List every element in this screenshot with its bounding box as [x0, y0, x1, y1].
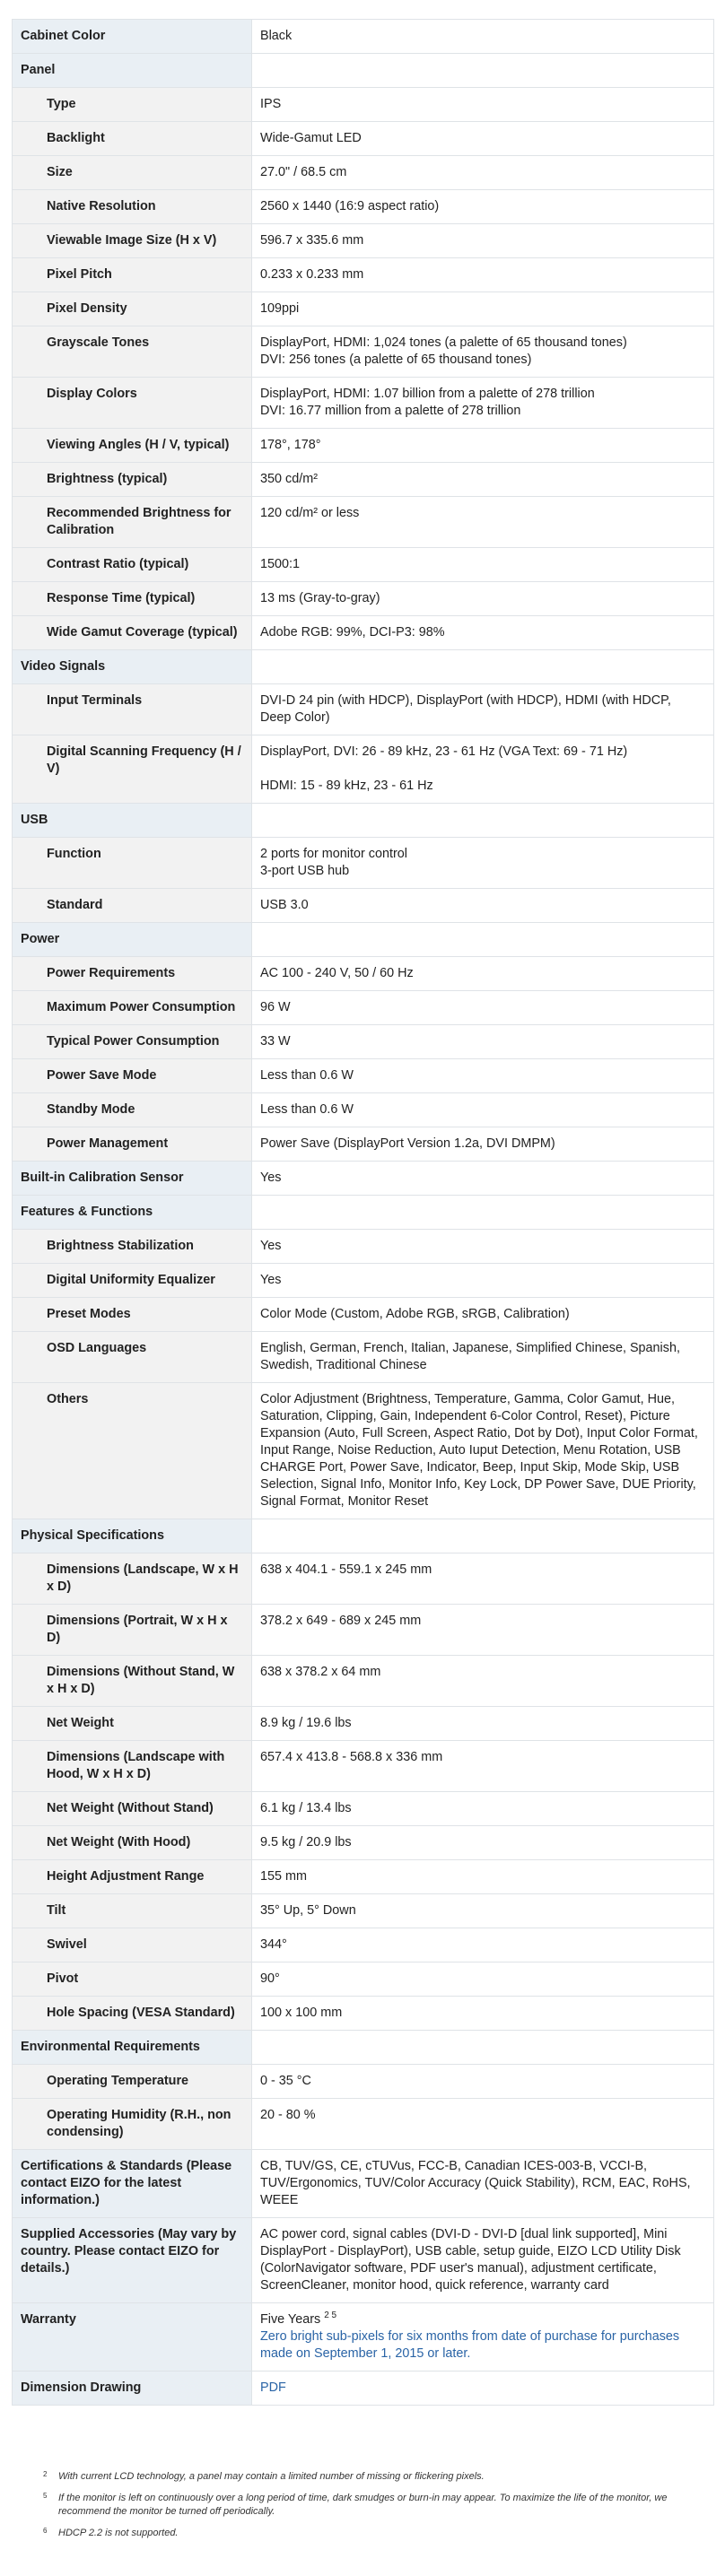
value-line: 657.4 x 413.8 - 568.8 x 336 mm	[260, 1750, 443, 1764]
value-line: 378.2 x 649 - 689 x 245 mm	[260, 1614, 422, 1628]
section-header-power	[13, 923, 714, 957]
row-label-pixel-density: Pixel Density	[13, 292, 252, 326]
row-label-cabinet-color: Cabinet Color	[13, 20, 252, 54]
row-value-type	[252, 88, 714, 122]
row-value-standby-mode	[252, 1093, 714, 1127]
row-label-standby-mode: Standby Mode	[13, 1093, 252, 1127]
value-line: 6.1 kg / 13.4 lbs	[260, 1801, 352, 1815]
row-value-height-adjustment-range	[252, 1860, 714, 1894]
row-label-wide-gamut-coverage-typical: Wide Gamut Coverage (typical)	[13, 616, 252, 650]
footnote-2	[43, 2470, 707, 2484]
value-line: 8.9 kg / 19.6 lbs	[260, 1716, 352, 1730]
spec-row-osd-languages	[13, 1332, 714, 1383]
row-label-net-weight: Net Weight	[13, 1707, 252, 1741]
row-label-brightness-typical: Brightness (typical)	[13, 463, 252, 497]
dimension-drawing-pdf-link[interactable]: PDF	[260, 2380, 286, 2395]
row-label-osd-languages: OSD Languages	[13, 1332, 252, 1383]
row-label-usb: USB	[13, 804, 252, 838]
row-label-function: Function	[13, 838, 252, 889]
row-label-dimensions-landscape-w-x-h-x-d: Dimensions (Landscape, W x H x D)	[13, 1553, 252, 1605]
spec-row-pivot	[13, 1962, 714, 1997]
value-line: DVI: 16.77 million from a palette of 278 trillion	[260, 404, 521, 418]
row-value-features-functions	[252, 1196, 714, 1230]
value-line: Black	[260, 29, 293, 43]
row-value-dimensions-without-stand-w-x-h-x-d	[252, 1656, 714, 1707]
row-value-viewable-image-size-h-x-v	[252, 224, 714, 258]
spec-row-pixel-pitch	[13, 258, 714, 292]
row-value-dimensions-landscape-w-x-h-x-d	[252, 1553, 714, 1605]
row-value-supplied-accessories-may-vary-by-country-please-contact-eizo-for-details	[252, 2218, 714, 2303]
row-value-size	[252, 156, 714, 190]
value-line: 638 x 378.2 x 64 mm	[260, 1665, 381, 1679]
row-value-backlight	[252, 122, 714, 156]
row-label-environmental-requirements: Environmental Requirements	[13, 2031, 252, 2065]
footnote-mark: 2	[43, 2470, 48, 2478]
spec-row-response-time-typical	[13, 582, 714, 616]
value-line: 27.0" / 68.5 cm	[260, 165, 347, 179]
value-line: 2 ports for monitor control	[260, 847, 407, 861]
footnote-text: HDCP 2.2 is not supported.	[58, 2528, 179, 2538]
spec-row-digital-uniformity-equalizer	[13, 1264, 714, 1298]
value-line: Yes	[260, 1171, 282, 1185]
spec-row-power-save-mode	[13, 1059, 714, 1093]
spec-row-operating-temperature	[13, 2065, 714, 2099]
row-value-net-weight	[252, 1707, 714, 1741]
row-value-others	[252, 1383, 714, 1519]
row-value-pixel-density	[252, 292, 714, 326]
spec-row-tilt	[13, 1894, 714, 1928]
row-label-backlight: Backlight	[13, 122, 252, 156]
spec-row-net-weight-without-stand	[13, 1792, 714, 1826]
spec-row-pixel-density	[13, 292, 714, 326]
value-line: DVI-D 24 pin (with HDCP), DisplayPort (with HDCP), HDMI (with HDCP, Deep Color)	[260, 693, 671, 725]
specifications-table	[12, 19, 714, 2406]
row-label-brightness-stabilization: Brightness Stabilization	[13, 1230, 252, 1264]
row-label-physical-specifications: Physical Specifications	[13, 1519, 252, 1553]
row-value-native-resolution	[252, 190, 714, 224]
row-label-preset-modes: Preset Modes	[13, 1298, 252, 1332]
warranty-footnote-marks: 2 5	[324, 2311, 337, 2321]
row-label-built-in-calibration-sensor: Built-in Calibration Sensor	[13, 1162, 252, 1196]
spec-row-maximum-power-consumption	[13, 991, 714, 1025]
value-line: 638 x 404.1 - 559.1 x 245 mm	[260, 1562, 432, 1577]
row-label-operating-humidity-r-h-non-condensing: Operating Humidity (R.H., non condensing)	[13, 2099, 252, 2150]
value-line: USB 3.0	[260, 898, 309, 912]
row-value-panel	[252, 54, 714, 88]
row-label-video-signals: Video Signals	[13, 650, 252, 684]
row-value-viewing-angles-h-v-typical	[252, 429, 714, 463]
dimension-drawing-row	[13, 2371, 714, 2406]
spec-row-display-colors	[13, 378, 714, 429]
value-line: 96 W	[260, 1000, 291, 1014]
row-value-grayscale-tones	[252, 326, 714, 378]
value-line: 344°	[260, 1937, 287, 1952]
row-value-osd-languages	[252, 1332, 714, 1383]
row-value-net-weight-without-stand	[252, 1792, 714, 1826]
spec-row-grayscale-tones	[13, 326, 714, 378]
row-label-swivel: Swivel	[13, 1928, 252, 1962]
row-value-dimensions-landscape-with-hood-w-x-h-x-d	[252, 1741, 714, 1792]
row-value-environmental-requirements	[252, 2031, 714, 2065]
value-line: Color Adjustment (Brightness, Temperature, Gamma, Color Gamut, Hue, Saturation, Clipping, Gain, Independent 6-Color Control, Reset), Picture Expansion (Auto, Full Screen, Aspect Ratio, Dot by Dot), Input Color Format, Input Range, Noise Reduction, Auto Iuput Detection, Menu Rotation, USB CHARGE Port, Power Save, Indicator, Beep, Input Skip, Mode Skip, USB Selection, Signal Info, Monitor Info, Key Lock, DP Power Save, DUE Priority, Signal Format, Monitor Reset	[260, 1392, 698, 1509]
spec-row-standard	[13, 889, 714, 923]
value-line: Yes	[260, 1239, 282, 1253]
row-label-pivot: Pivot	[13, 1962, 252, 1997]
value-line: 33 W	[260, 1034, 291, 1049]
row-label-operating-temperature: Operating Temperature	[13, 2065, 252, 2099]
row-value-dimensions-portrait-w-x-h-x-d	[252, 1605, 714, 1656]
row-value-net-weight-with-hood	[252, 1826, 714, 1860]
row-label-warranty: Warranty	[13, 2303, 252, 2371]
row-value-power	[252, 923, 714, 957]
row-value-physical-specifications	[252, 1519, 714, 1553]
section-header-panel	[13, 54, 714, 88]
value-line: AC power cord, signal cables (DVI-D - DVI-D [dual link supported], Mini DisplayPort - DisplayPort), USB cable, setup guide, EIZO LCD Utility Disk (ColorNavigator software, PDF user's manual), adjustment certificate, ScreenCleaner, monitor hood, quick reference, warranty card	[260, 2227, 681, 2293]
row-value-video-signals	[252, 650, 714, 684]
value-line: DisplayPort, DVI: 26 - 89 kHz, 23 - 61 Hz (VGA Text: 69 - 71 Hz)	[260, 744, 628, 759]
row-value-swivel	[252, 1928, 714, 1962]
spec-row-hole-spacing-vesa-standard	[13, 1997, 714, 2031]
row-label-type: Type	[13, 88, 252, 122]
row-label-power-management: Power Management	[13, 1127, 252, 1162]
spec-row-brightness-typical	[13, 463, 714, 497]
row-label-power: Power	[13, 923, 252, 957]
row-value-operating-humidity-r-h-non-condensing	[252, 2099, 714, 2150]
row-value-contrast-ratio-typical	[252, 548, 714, 582]
row-label-response-time-typical: Response Time (typical)	[13, 582, 252, 616]
section-header-usb	[13, 804, 714, 838]
value-line: 0.233 x 0.233 mm	[260, 267, 364, 282]
spec-row-power-requirements	[13, 957, 714, 991]
row-label-recommended-brightness-for-calibration: Recommended Brightness for Calibration	[13, 497, 252, 548]
section-header-environmental-requirements	[13, 2031, 714, 2065]
footnote-mark: 5	[43, 2492, 48, 2500]
spec-row-cabinet-color	[13, 20, 714, 54]
footnote-text: With current LCD technology, a panel may contain a limited number of missing or flickering pixels.	[58, 2471, 485, 2482]
row-label-viewing-angles-h-v-typical: Viewing Angles (H / V, typical)	[13, 429, 252, 463]
footnote-text: If the monitor is left on continuously over a long period of time, dark smudges or burn-in may appear. To maximize the life of the monitor, we recommend the monitor be turned off periodically.	[58, 2493, 668, 2517]
spec-row-preset-modes	[13, 1298, 714, 1332]
value-line: 109ppi	[260, 301, 300, 316]
row-value-power-management	[252, 1127, 714, 1162]
specifications-table-body	[13, 20, 714, 2406]
spec-row-swivel	[13, 1928, 714, 1962]
value-line: CB, TUV/GS, CE, cTUVus, FCC-B, Canadian ICES-003-B, VCCI-B, TUV/Ergonomics, TUV/Color Accuracy (Quick Stability), RCM, EAC, RoHS, WEEE	[260, 2159, 691, 2207]
spec-row-size	[13, 156, 714, 190]
warranty-years-line	[260, 2311, 705, 2328]
value-line: 35° Up, 5° Down	[260, 1903, 356, 1918]
value-line: 90°	[260, 1971, 280, 1986]
value-line: Color Mode (Custom, Adobe RGB, sRGB, Calibration)	[260, 1307, 570, 1321]
row-label-input-terminals: Input Terminals	[13, 684, 252, 735]
row-label-tilt: Tilt	[13, 1894, 252, 1928]
spec-row-net-weight	[13, 1707, 714, 1741]
spec-row-standby-mode	[13, 1093, 714, 1127]
row-label-others: Others	[13, 1383, 252, 1519]
row-value-usb	[252, 804, 714, 838]
row-label-size: Size	[13, 156, 252, 190]
value-line: 20 - 80 %	[260, 2108, 316, 2122]
row-label-contrast-ratio-typical: Contrast Ratio (typical)	[13, 548, 252, 582]
section-header-features-functions	[13, 1196, 714, 1230]
row-label-grayscale-tones: Grayscale Tones	[13, 326, 252, 378]
row-value-pivot	[252, 1962, 714, 1997]
row-label-height-adjustment-range: Height Adjustment Range	[13, 1860, 252, 1894]
footnote-6	[43, 2527, 707, 2540]
row-value-response-time-typical	[252, 582, 714, 616]
value-line: IPS	[260, 97, 282, 111]
spec-row-viewable-image-size-h-x-v	[13, 224, 714, 258]
zero-bright-subpixels-link[interactable]: Zero bright sub-pixels for six months from date of purchase for purchases made on September 1, 2015 or later.	[260, 2329, 680, 2361]
value-line: 100 x 100 mm	[260, 2006, 343, 2020]
spec-row-brightness-stabilization	[13, 1230, 714, 1264]
spec-row-function	[13, 838, 714, 889]
row-value-certifications-standards-please-contact-eizo-for-the-latest-information	[252, 2150, 714, 2218]
value-line: DisplayPort, HDMI: 1.07 billion from a palette of 278 trillion	[260, 387, 595, 401]
spec-row-type	[13, 88, 714, 122]
row-value-dimension-drawing	[252, 2371, 714, 2406]
row-value-power-save-mode	[252, 1059, 714, 1093]
row-label-dimensions-portrait-w-x-h-x-d: Dimensions (Portrait, W x H x D)	[13, 1605, 252, 1656]
row-value-brightness-stabilization	[252, 1230, 714, 1264]
warranty-row	[13, 2303, 714, 2371]
row-label-power-save-mode: Power Save Mode	[13, 1059, 252, 1093]
row-value-function	[252, 838, 714, 889]
section-header-physical-specifications	[13, 1519, 714, 1553]
row-value-digital-uniformity-equalizer	[252, 1264, 714, 1298]
row-label-features-functions: Features & Functions	[13, 1196, 252, 1230]
value-line: 1500:1	[260, 557, 301, 571]
spec-row-supplied-accessories-may-vary-by-country-please-contact-eizo-for-details	[13, 2218, 714, 2303]
spec-row-input-terminals	[13, 684, 714, 735]
row-value-input-terminals	[252, 684, 714, 735]
row-value-cabinet-color	[252, 20, 714, 54]
row-label-net-weight-with-hood: Net Weight (With Hood)	[13, 1826, 252, 1860]
value-line: HDMI: 15 - 89 kHz, 23 - 61 Hz	[260, 779, 433, 793]
value-line: 13 ms (Gray-to-gray)	[260, 591, 380, 605]
row-value-built-in-calibration-sensor	[252, 1162, 714, 1196]
row-value-hole-spacing-vesa-standard	[252, 1997, 714, 2031]
value-line: 178°, 178°	[260, 438, 321, 452]
value-line: Wide-Gamut LED	[260, 131, 362, 145]
value-line: English, German, French, Italian, Japanese, Simplified Chinese, Spanish, Swedish, Traditional Chinese	[260, 1341, 680, 1372]
value-line: Adobe RGB: 99%, DCI-P3: 98%	[260, 625, 445, 640]
spec-row-viewing-angles-h-v-typical	[13, 429, 714, 463]
value-line: 596.7 x 335.6 mm	[260, 233, 364, 248]
row-label-digital-uniformity-equalizer: Digital Uniformity Equalizer	[13, 1264, 252, 1298]
value-line: DVI: 256 tones (a palette of 65 thousand tones)	[260, 352, 532, 367]
row-value-standard	[252, 889, 714, 923]
value-line: 9.5 kg / 20.9 lbs	[260, 1835, 352, 1849]
row-label-supplied-accessories-may-vary-by-country-please-contact-eizo-for-details: Supplied Accessories (May vary by country. Please contact EIZO for details.)	[13, 2218, 252, 2303]
row-label-panel: Panel	[13, 54, 252, 88]
row-value-wide-gamut-coverage-typical	[252, 616, 714, 650]
spec-row-native-resolution	[13, 190, 714, 224]
spec-row-power-management	[13, 1127, 714, 1162]
row-label-native-resolution: Native Resolution	[13, 190, 252, 224]
row-label-maximum-power-consumption: Maximum Power Consumption	[13, 991, 252, 1025]
row-label-standard: Standard	[13, 889, 252, 923]
spec-row-wide-gamut-coverage-typical	[13, 616, 714, 650]
row-value-maximum-power-consumption	[252, 991, 714, 1025]
value-line: Power Save (DisplayPort Version 1.2a, DVI DMPM)	[260, 1136, 555, 1151]
row-value-display-colors	[252, 378, 714, 429]
row-label-digital-scanning-frequency-h-v: Digital Scanning Frequency (H / V)	[13, 735, 252, 804]
value-line: 120 cd/m² or less	[260, 506, 360, 520]
row-label-typical-power-consumption: Typical Power Consumption	[13, 1025, 252, 1059]
row-value-recommended-brightness-for-calibration	[252, 497, 714, 548]
value-line: 155 mm	[260, 1869, 307, 1884]
row-label-display-colors: Display Colors	[13, 378, 252, 429]
row-label-pixel-pitch: Pixel Pitch	[13, 258, 252, 292]
footnote-mark: 6	[43, 2527, 48, 2535]
row-label-dimensions-without-stand-w-x-h-x-d: Dimensions (Without Stand, W x H x D)	[13, 1656, 252, 1707]
value-line: Yes	[260, 1273, 282, 1287]
value-line: DisplayPort, HDMI: 1,024 tones (a palette of 65 thousand tones)	[260, 335, 627, 350]
spec-row-recommended-brightness-for-calibration	[13, 497, 714, 548]
row-label-hole-spacing-vesa-standard: Hole Spacing (VESA Standard)	[13, 1997, 252, 2031]
spec-row-built-in-calibration-sensor	[13, 1162, 714, 1196]
value-line: 2560 x 1440 (16:9 aspect ratio)	[260, 199, 440, 213]
row-label-power-requirements: Power Requirements	[13, 957, 252, 991]
spec-row-dimensions-landscape-w-x-h-x-d	[13, 1553, 714, 1605]
row-label-certifications-standards-please-contact-eizo-for-the-latest-information: Certifications & Standards (Please contact EIZO for the latest information.)	[13, 2150, 252, 2218]
footnote-5	[43, 2492, 707, 2519]
value-line: Less than 0.6 W	[260, 1068, 354, 1083]
row-value-typical-power-consumption	[252, 1025, 714, 1059]
spec-row-operating-humidity-r-h-non-condensing	[13, 2099, 714, 2150]
row-value-preset-modes	[252, 1298, 714, 1332]
row-label-dimensions-landscape-with-hood-w-x-h-x-d: Dimensions (Landscape with Hood, W x H x D)	[13, 1741, 252, 1792]
row-value-pixel-pitch	[252, 258, 714, 292]
value-line: Less than 0.6 W	[260, 1102, 354, 1117]
spec-row-contrast-ratio-typical	[13, 548, 714, 582]
warranty-years: Five Years	[260, 2312, 321, 2327]
row-value-warranty	[252, 2303, 714, 2371]
spec-row-others	[13, 1383, 714, 1519]
spec-row-digital-scanning-frequency-h-v	[13, 735, 714, 804]
row-label-dimension-drawing: Dimension Drawing	[13, 2371, 252, 2406]
row-value-power-requirements	[252, 957, 714, 991]
spec-row-dimensions-without-stand-w-x-h-x-d	[13, 1656, 714, 1707]
section-header-video-signals	[13, 650, 714, 684]
spec-row-dimensions-landscape-with-hood-w-x-h-x-d	[13, 1741, 714, 1792]
value-line: AC 100 - 240 V, 50 / 60 Hz	[260, 966, 414, 980]
spec-row-net-weight-with-hood	[13, 1826, 714, 1860]
spec-row-certifications-standards-please-contact-eizo-for-the-latest-information	[13, 2150, 714, 2218]
spec-row-backlight	[13, 122, 714, 156]
spec-row-dimensions-portrait-w-x-h-x-d	[13, 1605, 714, 1656]
spec-row-typical-power-consumption	[13, 1025, 714, 1059]
value-line: 0 - 35 °C	[260, 2074, 311, 2088]
spec-row-height-adjustment-range	[13, 1860, 714, 1894]
value-line: 3-port USB hub	[260, 864, 350, 878]
footnotes	[43, 2470, 707, 2548]
value-line: 350 cd/m²	[260, 472, 318, 486]
row-value-tilt	[252, 1894, 714, 1928]
row-value-operating-temperature	[252, 2065, 714, 2099]
line-spacer	[260, 761, 705, 778]
row-value-digital-scanning-frequency-h-v	[252, 735, 714, 804]
row-label-net-weight-without-stand: Net Weight (Without Stand)	[13, 1792, 252, 1826]
row-value-brightness-typical	[252, 463, 714, 497]
row-label-viewable-image-size-h-x-v: Viewable Image Size (H x V)	[13, 224, 252, 258]
